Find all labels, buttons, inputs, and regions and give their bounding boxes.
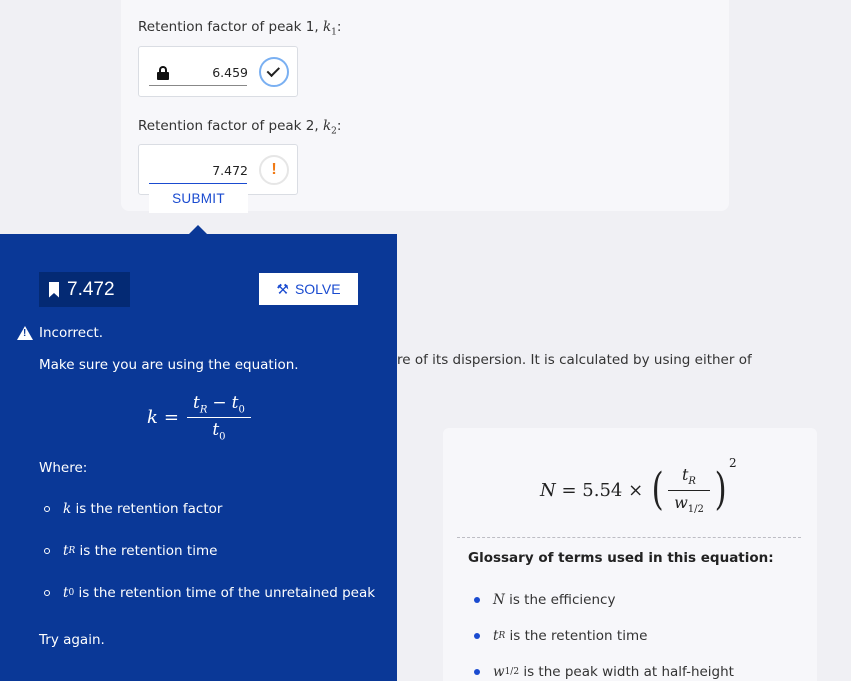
warning-icon [17, 326, 33, 340]
glossary-item: N is the efficiency [474, 592, 615, 608]
glossary-item: t R is the retention time [474, 628, 647, 644]
definition-item: t R is the retention time [44, 543, 217, 559]
definition-item: t 0 is the retention time of the unretained peak [44, 585, 375, 601]
k1-answer-field[interactable] [138, 46, 298, 97]
glossary-item: w 1/2 is the peak width at half-height [474, 664, 734, 680]
k1-value: 6.459 [212, 65, 248, 80]
retention-factor-equation: k = $\frac{t_R - t_0}{t_0}$ [147, 393, 253, 443]
glossary-title: Glossary of terms used in this equation: [468, 550, 774, 566]
paragraph-fragment: re of its dispersion. It is calculated by using either of [397, 352, 752, 368]
hint-text: Make sure you are using the equation. [39, 357, 299, 373]
k2-value: 7.472 [212, 163, 248, 178]
submit-button[interactable]: SUBMIT [149, 184, 248, 213]
definition-item: k is the retention factor [44, 501, 222, 517]
magic-wand-icon: ⚒ [276, 280, 289, 297]
exclamation-icon: ! [259, 155, 289, 185]
incorrect-status: ! Incorrect. [17, 325, 103, 341]
submitted-answer: 7.472 [39, 272, 130, 307]
lock-icon [157, 66, 169, 80]
check-icon [259, 57, 289, 87]
k2-label: Retention factor of peak 2, $k_2$: [138, 118, 342, 137]
divider [457, 537, 801, 538]
try-again-text: Try again. [39, 632, 105, 648]
solve-button[interactable]: ⚒ SOLVE [259, 273, 358, 305]
k1-label: Retention factor of peak 1, $k_1$: [138, 19, 342, 38]
bookmark-icon [49, 282, 59, 298]
where-label: Where: [39, 460, 88, 476]
efficiency-equation: N = 5.54 × ( $\frac{t_R}{w_{1/2}}$ ) $^2$ [540, 456, 737, 515]
